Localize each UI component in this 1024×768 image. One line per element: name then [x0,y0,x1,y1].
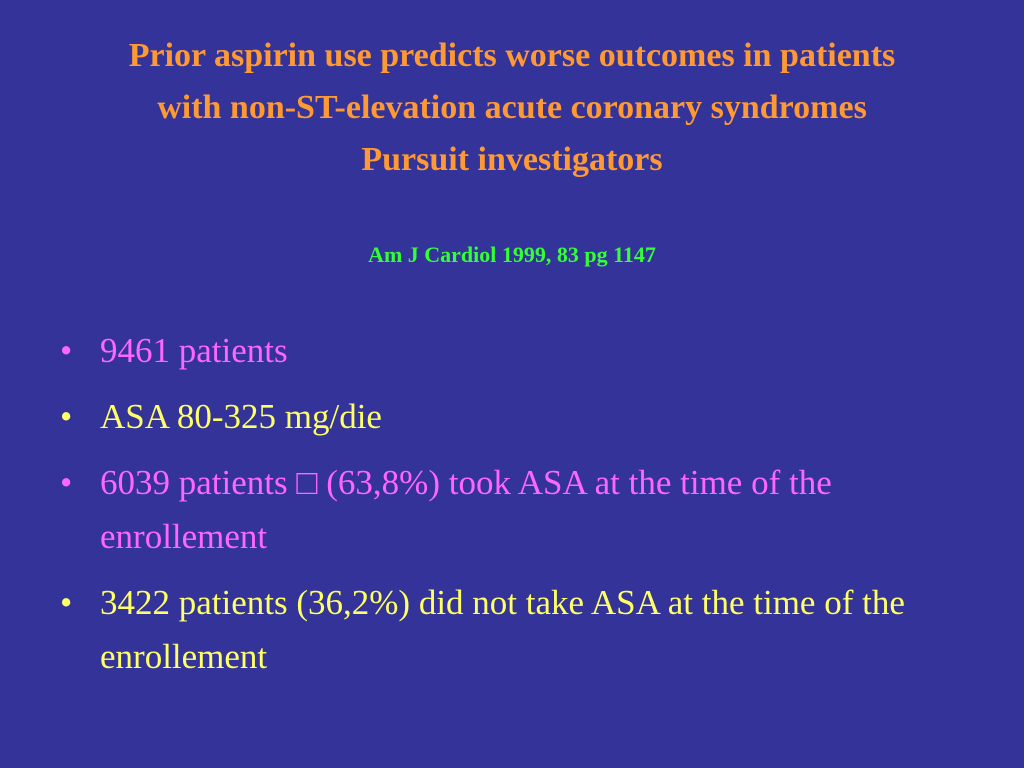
bullet-item [60,576,960,684]
bullet-text: 3422 patients (36,2%) did not take ASA at the time of the enrollement [100,583,905,676]
bullet-icon: • [60,583,73,622]
title-line-2: with non-ST-elevation acute coronary syndromes [157,89,867,126]
bullet-icon: • [60,463,73,502]
bullet-text: 6039 patients □ (63,8%) took ASA at the time of the enrollement [100,463,832,556]
slide-title [0,30,1024,186]
bullet-text: ASA 80-325 mg/die [100,397,382,436]
bullet-icon: • [60,397,73,436]
bullet-item [60,390,960,444]
bullet-text: 9461 patients [100,331,288,370]
bullet-item [60,324,960,378]
title-line-3: Pursuit investigators [361,141,663,178]
citation: Am J Cardiol 1999, 83 pg 1147 [368,242,656,267]
bullet-icon: • [60,331,73,370]
bullet-item [60,456,960,564]
title-line-1: Prior aspirin use predicts worse outcomes in patients [128,37,896,74]
bullet-list [60,324,960,696]
